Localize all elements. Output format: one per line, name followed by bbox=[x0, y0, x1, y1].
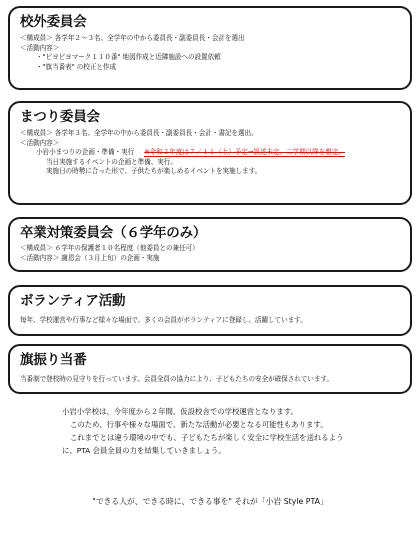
date-annotation: ※令和２年度は７／１１（土）予定→誤述未定。二学期以降を想定。 bbox=[144, 148, 345, 157]
section-kogai-committee bbox=[8, 6, 412, 90]
slogan: "できる人が、できる時に、できる事を" それが「小岩 Style PTA」 bbox=[92, 497, 328, 506]
section-title: 卒業対策委員会（６学年のみ） bbox=[20, 225, 207, 241]
activity-detail: 当日実施するイベントの企画と準備、実行。 bbox=[46, 157, 177, 166]
activity-item: ・"旗当番表" の校正と作成 bbox=[36, 62, 116, 71]
section-title: 旗振り当番 bbox=[20, 352, 87, 368]
section-flag-duty bbox=[8, 344, 412, 394]
footer-line: これまでとは違う環境の中でも、子どもたちが楽しく安全に学校生活を送れるよう bbox=[70, 433, 344, 442]
activity-item: ・"ピヨピヨマーク１１０番" 地図作成と近隣施設への設置依頼 bbox=[36, 53, 221, 62]
members-line: ＜構成員＞ 各学年３名、全学年の中から委員長・副委員長・会計・書記を選出。 bbox=[20, 129, 258, 137]
footer-message bbox=[0, 405, 420, 457]
footer-line: このため、行事や様々な場面で、新たな活動が必要となる可能性もあります。 bbox=[70, 420, 328, 429]
section-matsuri-committee bbox=[8, 101, 412, 205]
section-title: まつり委員会 bbox=[20, 109, 100, 125]
activity-heading: ＜活動内容＞ bbox=[20, 43, 60, 52]
section-title: 校外委員会 bbox=[20, 14, 87, 30]
members-line: ＜構成員＞ ６学年の保護者１０名程度（他委員との兼任可） bbox=[20, 244, 199, 252]
description-line: 当番制で登校時の見守りを行っています。会員全員の協力により、子どもたちの安全が確保されています。 bbox=[20, 375, 334, 383]
members-line: ＜構成員＞ 各学年２～３名、全学年の中から委員長・副委員長・会計を選出 bbox=[20, 34, 245, 42]
section-volunteer bbox=[8, 285, 412, 336]
footer-line: 小岩小学校は、今年度から２年間、仮設校舎での学校運営となります。 bbox=[62, 407, 298, 416]
activity-item-text: 小岩小まつりの企画・準備・実行 bbox=[36, 148, 135, 157]
activity-line: ＜活動内容＞ 謝恩会（３月上旬）の企画・実施 bbox=[20, 253, 160, 262]
footer-line: に、PTA 会員全員の力を結集していきましょう。 bbox=[62, 446, 226, 455]
activity-heading: ＜活動内容＞ bbox=[20, 138, 60, 147]
section-graduation-committee bbox=[8, 217, 412, 272]
activity-item bbox=[20, 148, 401, 158]
section-title: ボランティア活動 bbox=[20, 293, 126, 309]
activity-detail: 実施日の時勢に合った形で、子供たちが楽しめるイベントを実施します。 bbox=[46, 167, 262, 176]
description-line: 毎年、学校運営や行事など様々な場面で、多くの会員がボランティアに登録し、活躍しています。 bbox=[20, 316, 307, 324]
